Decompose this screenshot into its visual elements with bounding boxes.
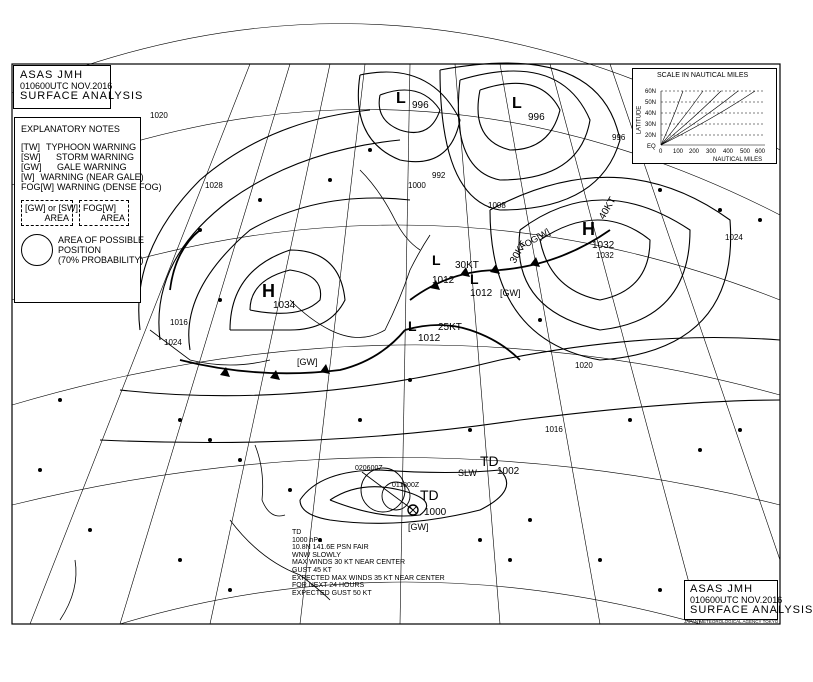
low-letter-b: L xyxy=(470,271,479,287)
high-1032-value: 1032 xyxy=(592,240,615,251)
legend-text: GALE WARNING xyxy=(57,162,127,172)
legend-title: EXPLANATORY NOTES xyxy=(21,124,120,134)
low-1012-b-value: 1012 xyxy=(470,288,493,299)
scale-xtick: 100 xyxy=(673,149,684,155)
prob-line2: POSITION xyxy=(58,245,102,255)
isobar-label: 1028 xyxy=(205,181,223,190)
isobar-label: 1024 xyxy=(164,338,182,347)
area-b-label: FOG[W] xyxy=(83,203,116,213)
legend-box xyxy=(14,117,162,303)
area-b-word: AREA xyxy=(100,213,125,223)
isobar-label: 1024 xyxy=(725,233,743,242)
td-info-line: EXPECTED MAX WINDS 35 KT NEAR CENTER xyxy=(292,574,445,582)
isobar-label: 992 xyxy=(432,171,446,180)
probability-sample xyxy=(21,234,145,266)
slow-label: SLW xyxy=(458,468,477,478)
scale-xtick: 0 xyxy=(659,149,663,155)
td-info-line: GUST 45 KT xyxy=(292,566,332,574)
header-box xyxy=(13,65,144,109)
wind-30kt-b: 30KT xyxy=(508,239,530,266)
scale-ytick: 20N xyxy=(645,133,657,139)
scale-title: SCALE IN NAUTICAL MILES xyxy=(657,72,749,79)
scale-ytick: 30N xyxy=(645,122,657,128)
scale-xtick: 400 xyxy=(723,149,734,155)
td-1002-value: 1002 xyxy=(497,466,520,477)
scale-xtick: 500 xyxy=(740,149,751,155)
gw-sw-area-sample xyxy=(21,200,78,226)
track-point-a: 020600Z xyxy=(355,465,383,472)
scale-ytick: EQ xyxy=(647,144,656,150)
low-996-west-value: 996 xyxy=(412,100,429,111)
footer-box xyxy=(684,580,813,620)
legend-item xyxy=(21,152,134,162)
scale-xtick: 600 xyxy=(755,149,766,155)
fog-w-label: FOG[W] xyxy=(518,226,552,252)
gw-label-b: [GW] xyxy=(500,288,521,298)
td-1000-value: 1000 xyxy=(424,507,447,518)
probability-circle-icon xyxy=(21,234,53,266)
footer-line3: SURFACE ANALYSIS xyxy=(690,604,813,616)
gw-label-a: [GW] xyxy=(297,357,318,367)
td-info-line: EXPECTED GUST 50 KT xyxy=(292,589,372,597)
scale-xlabel: NAUTICAL MILES xyxy=(713,157,763,163)
isobar-label: 1032 xyxy=(596,251,614,260)
area-a-label: [GW] or [SW] xyxy=(25,203,78,213)
scale-ytick: 60N xyxy=(645,89,657,95)
scale-xtick: 300 xyxy=(706,149,717,155)
td-letter-1000: TD xyxy=(420,487,439,503)
legend-item xyxy=(21,172,144,182)
legend-item xyxy=(21,142,137,152)
td-letter-1002: TD xyxy=(480,453,499,469)
isobar-label: 1016 xyxy=(545,425,563,434)
header-line3: SURFACE ANALYSIS xyxy=(20,90,144,102)
legend-item xyxy=(21,162,134,172)
isobar-label: 996 xyxy=(612,133,626,142)
isobar-label: 1008 xyxy=(488,201,506,210)
high-1034-value: 1034 xyxy=(273,300,296,311)
high-letter-1034: H xyxy=(262,281,275,301)
scale-graph xyxy=(633,69,778,165)
header-line1: ASAS JMH xyxy=(20,69,84,81)
low-996-east-value: 996 xyxy=(528,112,545,123)
isobar-label: 1020 xyxy=(575,361,593,370)
scale-ytick: 40N xyxy=(645,111,657,117)
low-letter-a: L xyxy=(432,252,441,268)
prob-line3: (70% PROBABILITY) xyxy=(58,255,144,265)
wind-25kt: 25KT xyxy=(438,322,462,333)
isobar-label: 1020 xyxy=(150,111,168,120)
legend-code: [SW] xyxy=(21,152,41,162)
fog-area-sample xyxy=(79,200,129,226)
td-info-line: FOR NEXT 24 HOURS xyxy=(292,582,365,590)
legend-code: [GW] xyxy=(21,162,42,172)
td-info-line: MAX WINDS 30 KT NEAR CENTER xyxy=(292,559,406,567)
legend-code: [W] xyxy=(21,172,35,182)
td-info-line: 10.8N 141.6E PSN FAIR xyxy=(292,544,369,552)
legend-text: WARNING (DENSE FOG) xyxy=(57,182,162,192)
td-info-block xyxy=(292,529,445,597)
low-letter-east: L xyxy=(512,95,522,112)
scale-ylabel: LATITUDE xyxy=(636,105,643,135)
isobar-label: 1016 xyxy=(170,318,188,327)
legend-text: WARNING (NEAR GALE) xyxy=(40,172,144,182)
prob-line1: AREA OF POSSIBLE xyxy=(58,235,145,245)
legend-area-samples xyxy=(21,200,134,226)
legend-code: FOG[W] xyxy=(21,182,54,192)
footer-line2: 010600UTC NOV.2016 xyxy=(690,595,783,605)
gw-label-c: [GW] xyxy=(408,522,429,532)
high-letter-1032: H xyxy=(582,219,595,239)
low-letter-west: L xyxy=(396,90,406,107)
wind-40kt: 40KT xyxy=(597,195,619,222)
td-info-line: WNW SLOWLY xyxy=(292,551,341,559)
low-letter-c: L xyxy=(408,318,417,334)
scale-box xyxy=(632,68,777,164)
legend-text: STORM WARNING xyxy=(56,152,134,162)
track-point-b: 011800Z xyxy=(392,482,420,489)
low-1012-a-value: 1012 xyxy=(432,275,455,286)
footer-line1: ASAS JMH xyxy=(690,583,754,595)
legend-text: TYPHOON WARNING xyxy=(46,142,137,152)
scale-ytick: 50N xyxy=(645,100,657,106)
scale-xtick: 200 xyxy=(689,149,700,155)
td-info-line: 1000 hPa xyxy=(292,536,322,544)
td-info-line: TD xyxy=(292,529,302,536)
wind-30kt-a: 30KT xyxy=(455,260,479,271)
agency-label: JAPAN METEOROLOGICAL AGENCY TOKYO xyxy=(684,619,779,624)
legend-item xyxy=(21,182,162,192)
area-a-word: AREA xyxy=(44,213,69,223)
isobar-label: 1000 xyxy=(408,181,426,190)
header-line2: 010600UTC NOV.2016 xyxy=(20,81,113,91)
low-1012-c-value: 1012 xyxy=(418,333,441,344)
legend-code: [TW] xyxy=(21,142,40,152)
